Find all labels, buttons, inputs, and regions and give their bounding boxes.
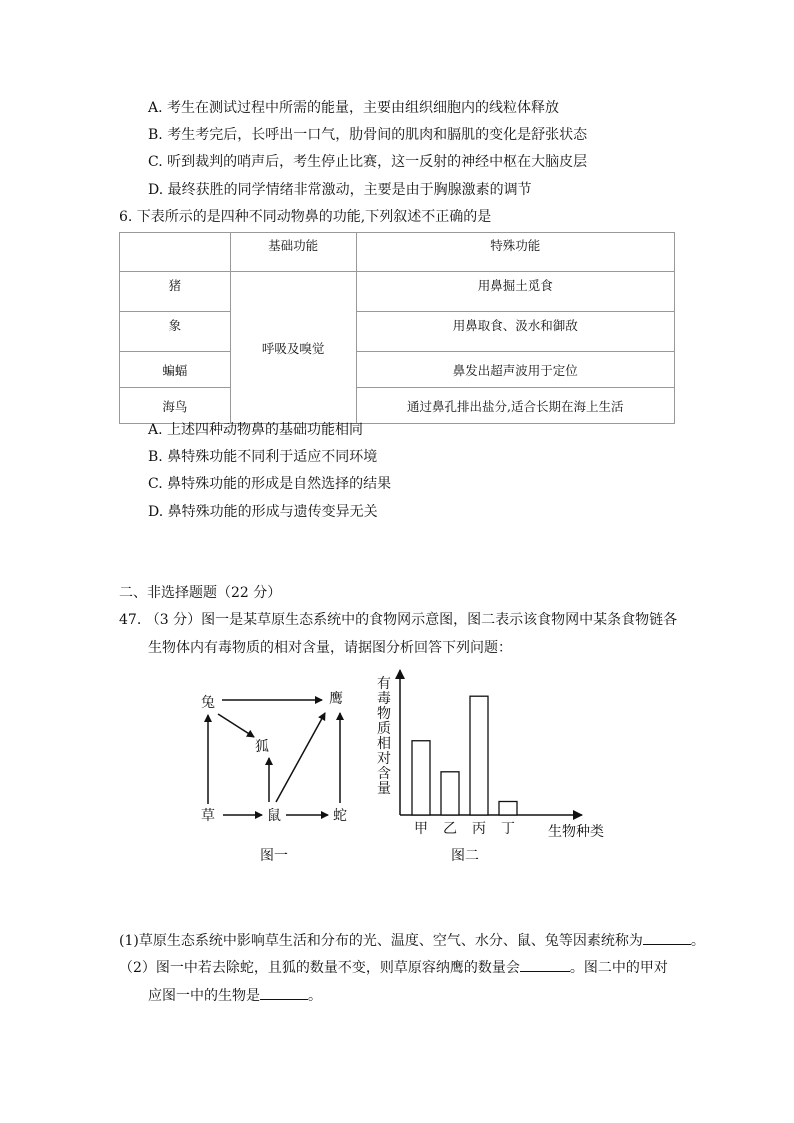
animal-cell: 猪 xyxy=(120,272,231,312)
y-axis-label-char: 含 xyxy=(377,766,391,782)
y-axis-label-char: 对 xyxy=(377,751,391,767)
bar-1 xyxy=(441,772,459,815)
x-tick-label: 丁 xyxy=(501,821,515,837)
y-axis-label-char: 质 xyxy=(377,721,391,737)
y-axis-label-char: 有 xyxy=(377,676,391,692)
q6-stem: 6. 下表所示的是四种不同动物鼻的功能,下列叙述不正确的是 xyxy=(119,209,492,225)
q6-option-d: D. 鼻特殊功能的形成与遗传变异无关 xyxy=(148,504,378,520)
q47-stem-line2: 生物体内有毒物质的相对含量，请据图分析回答下列问题： xyxy=(148,640,512,656)
special-function-cell: 用鼻掘土觅食 xyxy=(356,272,674,312)
table-header-row xyxy=(120,233,675,272)
figure-1-caption: 图一 xyxy=(260,848,288,864)
y-axis-label-char: 相 xyxy=(377,736,391,752)
q5-option-d: D. 最终获胜的同学情绪非常激动，主要是由于胸腺激素的调节 xyxy=(148,182,532,198)
section-title: 二、非选择题题（22 分） xyxy=(119,585,282,601)
q47-sub2-cont xyxy=(148,985,322,1005)
food-web-diagram xyxy=(190,680,370,870)
bar-3 xyxy=(499,802,517,816)
table-header-cell xyxy=(120,233,231,272)
q47-sub2-text-c: 应图一中的生物是 xyxy=(148,988,260,1004)
q5-option-c: C. 听到裁判的哨声后，考生停止比赛，这一反射的神经中枢在大脑皮层 xyxy=(148,154,588,170)
table-header-cell: 基础功能 xyxy=(230,233,356,272)
y-axis-label-char: 毒 xyxy=(377,691,391,707)
x-axis-label: 生物种类 xyxy=(548,824,604,840)
q6-option-a: A. 上述四种动物鼻的基础功能相同 xyxy=(148,422,364,438)
answer-blank[interactable] xyxy=(260,985,308,1000)
food-web-node-fox: 狐 xyxy=(255,739,269,755)
food-web-node-snake: 蛇 xyxy=(333,808,347,824)
q47-sub1-text: (1)草原生态系统中影响草生活和分布的光、温度、空气、水分、鼠、兔等因素统称为 xyxy=(119,933,643,949)
food-web-node-grass: 草 xyxy=(201,808,215,824)
y-axis-label-char: 物 xyxy=(377,706,391,722)
x-tick-label: 丙 xyxy=(472,821,486,837)
q47-sub1 xyxy=(119,930,705,950)
basic-function-cell: 呼吸及嗅觉 xyxy=(230,272,356,424)
toxin-bar-chart xyxy=(370,668,620,868)
answer-blank[interactable] xyxy=(643,930,691,945)
bar-0 xyxy=(412,741,430,815)
nose-function-table xyxy=(119,232,675,424)
q5-option-b: B. 考生考完后，长呼出一口气，肋骨间的肌肉和膈肌的变化是舒张状态 xyxy=(148,127,588,143)
food-web-node-rabbit: 兔 xyxy=(201,695,215,711)
animal-cell: 海鸟 xyxy=(120,388,231,424)
special-function-cell: 通过鼻孔排出盐分,适合长期在海上生活 xyxy=(356,388,674,424)
answer-blank[interactable] xyxy=(520,957,570,972)
x-tick-label: 乙 xyxy=(443,821,457,837)
q5-option-a: A. 考生在测试过程中所需的能量，主要由组织细胞内的线粒体释放 xyxy=(148,100,560,116)
q6-option-c: C. 鼻特殊功能的形成是自然选择的结果 xyxy=(148,476,392,492)
q47-sub2-end: 。 xyxy=(308,988,322,1004)
table-row xyxy=(120,312,675,352)
q47-sub2 xyxy=(119,957,668,977)
y-axis-label-char: 量 xyxy=(377,781,391,797)
q47-sub2-text: （2）图一中若去除蛇，且狐的数量不变，则草原容纳鹰的数量会 xyxy=(119,960,520,976)
animal-cell: 象 xyxy=(120,312,231,352)
x-tick-label: 甲 xyxy=(414,821,428,837)
bar-2 xyxy=(470,696,488,815)
food-web-node-eagle: 鹰 xyxy=(329,691,343,707)
special-function-cell: 用鼻取食、汲水和御敌 xyxy=(356,312,674,352)
arrow-rabbit-fox xyxy=(218,714,254,737)
figure-2-caption: 图二 xyxy=(451,848,479,864)
food-web-node-mouse: 鼠 xyxy=(267,808,281,824)
y-axis-label xyxy=(377,676,391,797)
special-function-cell: 鼻发出超声波用于定位 xyxy=(356,352,674,388)
q47-sub2-text-b: 。图二中的甲对 xyxy=(569,960,668,976)
table-row xyxy=(120,352,675,388)
q6-option-b: B. 鼻特殊功能不同利于适应不同环境 xyxy=(148,449,378,465)
q47-sub1-end: 。 xyxy=(690,933,705,949)
table-header-cell: 特殊功能 xyxy=(356,233,674,272)
arrow-mouse-eagle xyxy=(276,713,325,802)
animal-cell: 蝙蝠 xyxy=(120,352,231,388)
q47-stem-line1: 47. （3 分）图一是某草原生态系统中的食物网示意图，图二表示该食物网中某条食物链各 xyxy=(119,612,678,628)
table-row xyxy=(120,272,675,312)
